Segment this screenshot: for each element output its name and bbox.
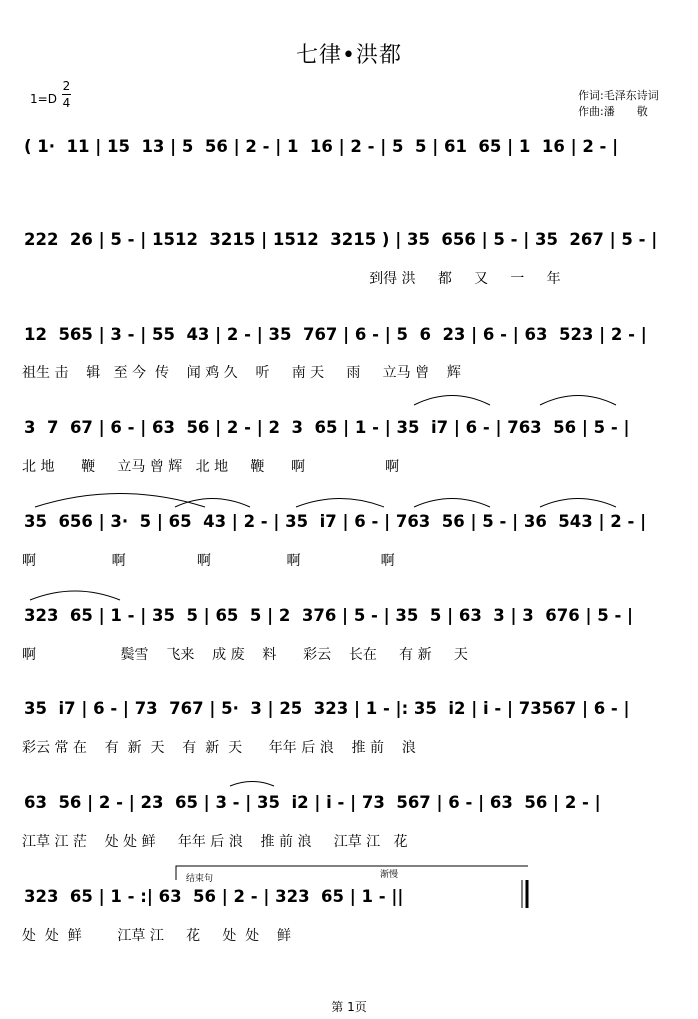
melody-line: 3 7 67 | 6 - | 63 56 | 2 - | 2 3 65 | 1 - | 35 i7 | 6 - | 763 56 | 5 - | [24, 418, 630, 437]
slur-4 [175, 499, 250, 508]
melody-line: 323 65 | 1 - :| 63 56 | 2 - | 323 65 | 1 - || [24, 887, 404, 906]
melody-line: 12 565 | 3 - | 55 43 | 2 - | 35 767 | 6 - | 5 6 23 | 6 - | 63 523 | 2 - | [24, 325, 647, 344]
lyric-line: 啊 鬓雪 飞来 成 废 料 彩云 长在 有 新 天 [22, 647, 468, 663]
lyric-line: 彩云 常 在 有 新 天 有 新 天 年年 后 浪 推 前 浪 [22, 740, 416, 756]
slur-3 [35, 494, 205, 508]
lyric-line: 北 地 鞭 立马 曾 辉 北 地 鞭 啊 啊 [22, 459, 400, 475]
slower-annotation: 渐慢 [380, 870, 399, 880]
melody-line: 35 656 | 3· 5 | 65 43 | 2 - | 35 i7 | 6 - | 763 56 | 5 - | 36 543 | 2 - | [24, 512, 647, 531]
lyric-line: 啊 啊 啊 啊 啊 [22, 553, 395, 569]
melody-line: ( 1· 11 | 15 13 | 5 56 | 2 - | 1 16 | 2 - | 5 5 | 61 65 | 1 16 | 2 - | [24, 137, 619, 156]
credits [578, 88, 659, 120]
ending-bracket [176, 866, 528, 880]
time-signature-top: 2 [62, 79, 71, 93]
melody-line: 323 65 | 1 - | 35 5 | 65 5 | 2 376 | 5 - | 35 5 | 63 3 | 3 676 | 5 - | [24, 606, 634, 625]
time-signature-bottom: 4 [62, 96, 71, 110]
slur-2 [540, 396, 616, 406]
slur-1 [414, 396, 490, 406]
time-signature [62, 79, 71, 110]
slur-7 [540, 499, 616, 508]
lyricist-credit: 作词:毛泽东诗词 [578, 89, 659, 102]
slur-6 [414, 499, 490, 508]
ending-annotation: 结束句 [186, 874, 214, 884]
page-footer: 第 1页 [331, 1000, 367, 1014]
lyric-line: 到得 洪 都 又 一 年 [22, 271, 561, 287]
time-signature-bar [62, 94, 71, 95]
melody-line: 63 56 | 2 - | 23 65 | 3 - | 35 i2 | i - | 73 567 | 6 - | 63 56 | 2 - | [24, 793, 601, 812]
lyric-line: 江草 江 茫 处 处 鲜 年年 后 浪 推 前 浪 江草 江 花 [22, 834, 408, 850]
slur-9 [230, 782, 274, 787]
song-title: 七律•洪都 [296, 43, 402, 68]
composer-credit: 作曲:潘 敬 [578, 105, 648, 118]
slur-5 [296, 499, 384, 508]
lyric-line: 祖生 击 辑 至 今 传 闻 鸡 久 听 南 天 雨 立马 曾 辉 [22, 365, 461, 381]
lyric-line: 处 处 鲜 江草 江 花 处 处 鲜 [22, 928, 292, 944]
melody-line: 222 26 | 5 - | 1512 3215 | 1512 3215 ) | 35 656 | 5 - | 35 267 | 5 - | [24, 230, 658, 249]
melody-line: 35 i7 | 6 - | 73 767 | 5· 3 | 25 323 | 1 - |: 35 i2 | i - | 73567 | 6 - | [24, 699, 630, 718]
key-signature: 1=D [30, 92, 57, 106]
slur-8 [30, 591, 120, 600]
